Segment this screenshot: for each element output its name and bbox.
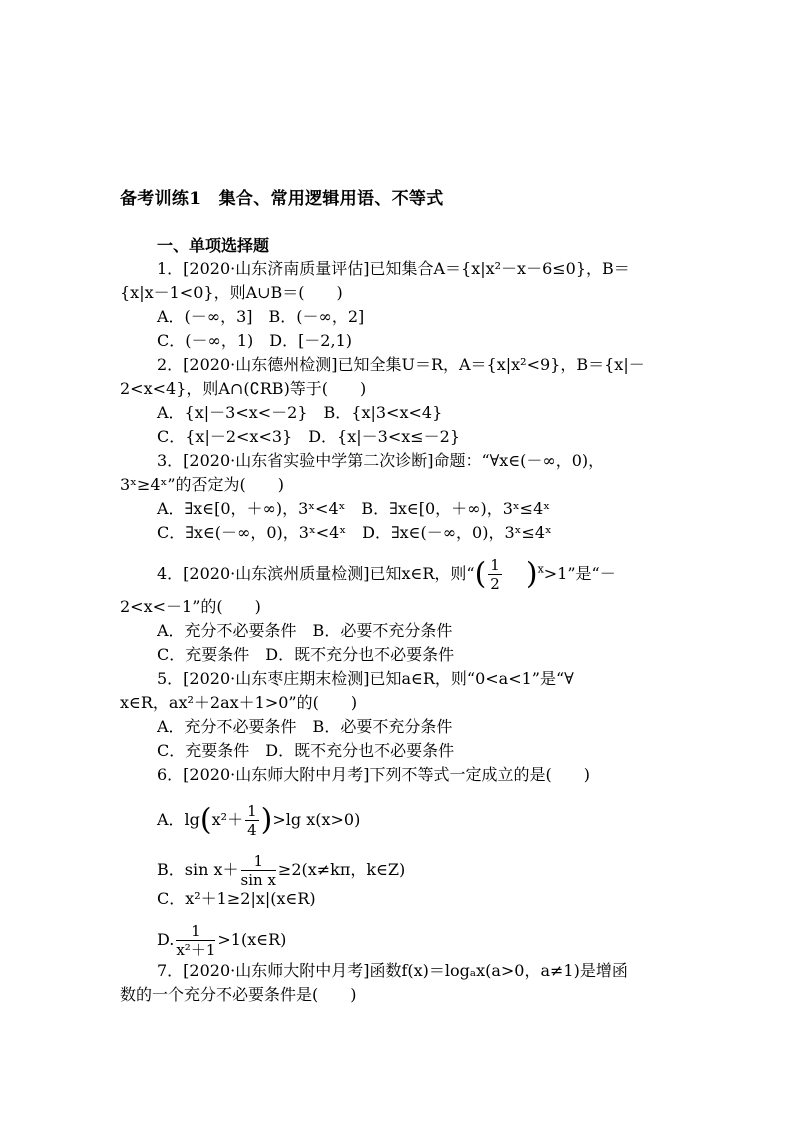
question-1-line-2: {x|x－1<0}，则A∪B＝( ) (120, 283, 343, 302)
option-d-prefix: D. (157, 930, 175, 949)
question-1-options-ab: A．(－∞，3] B．(－∞，2] (157, 307, 365, 326)
option-b-prefix: B．sin x＋ (157, 860, 239, 879)
question-3-line-2: 3ˣ≥4ˣ”的否定为( ) (120, 475, 284, 494)
option-d-suffix: >1(x∈R) (217, 930, 287, 949)
option-a-suffix: >lg x(x>0) (272, 810, 361, 829)
question-5-line-2: x∈R，ax²＋2ax＋1>0”的( ) (120, 693, 358, 712)
fraction-numerator: 1 (490, 556, 500, 574)
question-2-options-ab: A．{x|－3<x<－2} B．{x|3<x<4} (157, 403, 443, 422)
right-paren-symbol: ) (525, 556, 538, 592)
exponent-x: x (537, 562, 544, 576)
page-title: 备考训练1 集合、常用逻辑用语、不等式 (120, 189, 444, 209)
question-2-line-1: 2．[2020·山东德州检测]已知全集U＝R，A＝{x|x²<9}，B＝{x|－ (157, 355, 645, 374)
question-1-line-1: 1．[2020·山东济南质量评估]已知集合A＝{x|x²－x－6≤0}，B＝ (157, 259, 630, 278)
question-7-line-1: 7．[2020·山东师大附中月考]函数f(x)＝logₐx(a>0，a≠1)是增函 (157, 961, 628, 980)
x-squared-plus: x²＋ (211, 810, 244, 829)
fraction-denominator: sin x (240, 871, 276, 889)
section-heading: 一、单项选择题 (157, 236, 270, 255)
question-1-options-cd: C．(－∞，1) D．[－2,1) (157, 331, 352, 350)
left-paren-symbol: ( (474, 556, 487, 592)
fraction-numerator: 1 (176, 922, 215, 941)
option-a-prefix: A．lg (157, 810, 200, 829)
question-3-options-cd: C．∃x∈(－∞，0)，3ˣ<4ˣ D．∃x∈(－∞，0)，3ˣ≤4ˣ (157, 523, 552, 542)
question-6-option-b (157, 852, 717, 889)
q4-text-before: 4．[2020·山东滨州质量检测]已知x∈R，则“ (157, 564, 475, 583)
question-4-line-1 (157, 556, 717, 593)
question-5-options-cd: C．充要条件 D．既不充分也不必要条件 (157, 741, 455, 760)
fraction-denominator: x²＋1 (176, 941, 216, 959)
left-paren-symbol: ( (199, 802, 212, 838)
fraction-one-half (488, 556, 502, 593)
question-4-options-ab: A．充分不必要条件 B．必要不充分条件 (157, 621, 453, 640)
fraction-numerator: 1 (241, 852, 276, 871)
option-b-suffix: ≥2(x≠kπ，k∈Z) (277, 860, 406, 879)
question-6-option-c: C．x²＋1≥2|x|(x∈R) (157, 889, 316, 908)
question-7-line-2: 数的一个充分不必要条件是( ) (120, 985, 357, 1004)
question-3-options-ab: A．∃x∈[0，＋∞)，3ˣ<4ˣ B．∃x∈[0，＋∞)，3ˣ≤4ˣ (157, 499, 551, 518)
question-2-options-cd: C．{x|－2<x<3} D．{x|－3<x≤－2} (157, 427, 461, 446)
fraction-denominator: 2 (490, 575, 500, 593)
fraction-numerator: 1 (247, 802, 257, 820)
question-4-options-cd: C．充要条件 D．既不充分也不必要条件 (157, 645, 455, 664)
fraction-denominator: 4 (247, 821, 257, 839)
question-3-line-1: 3．[2020·山东省实验中学第二次诊断]命题：“∀x∈(－∞，0)， (157, 451, 605, 470)
fraction-one-quarter (245, 802, 259, 839)
question-6-option-a (157, 802, 717, 839)
fraction-one-over-x2-plus-1 (176, 922, 215, 959)
right-paren-symbol: ) (260, 802, 273, 838)
q4-text-after: >1”是“－ (543, 564, 616, 583)
question-6-line-1: 6．[2020·山东师大附中月考]下列不等式一定成立的是( ) (157, 765, 590, 784)
fraction-one-over-sin (241, 852, 276, 889)
question-2-line-2: 2<x<4}，则A∩(∁RB)等于( ) (120, 379, 367, 398)
question-5-options-ab: A．充分不必要条件 B．必要不充分条件 (157, 717, 453, 736)
question-4-line-2: 2<x<－1”的( ) (120, 597, 261, 616)
question-5-line-1: 5．[2020·山东枣庄期末检测]已知a∈R，则“0<a<1”是“∀ (157, 669, 574, 688)
question-6-option-d (157, 922, 717, 959)
